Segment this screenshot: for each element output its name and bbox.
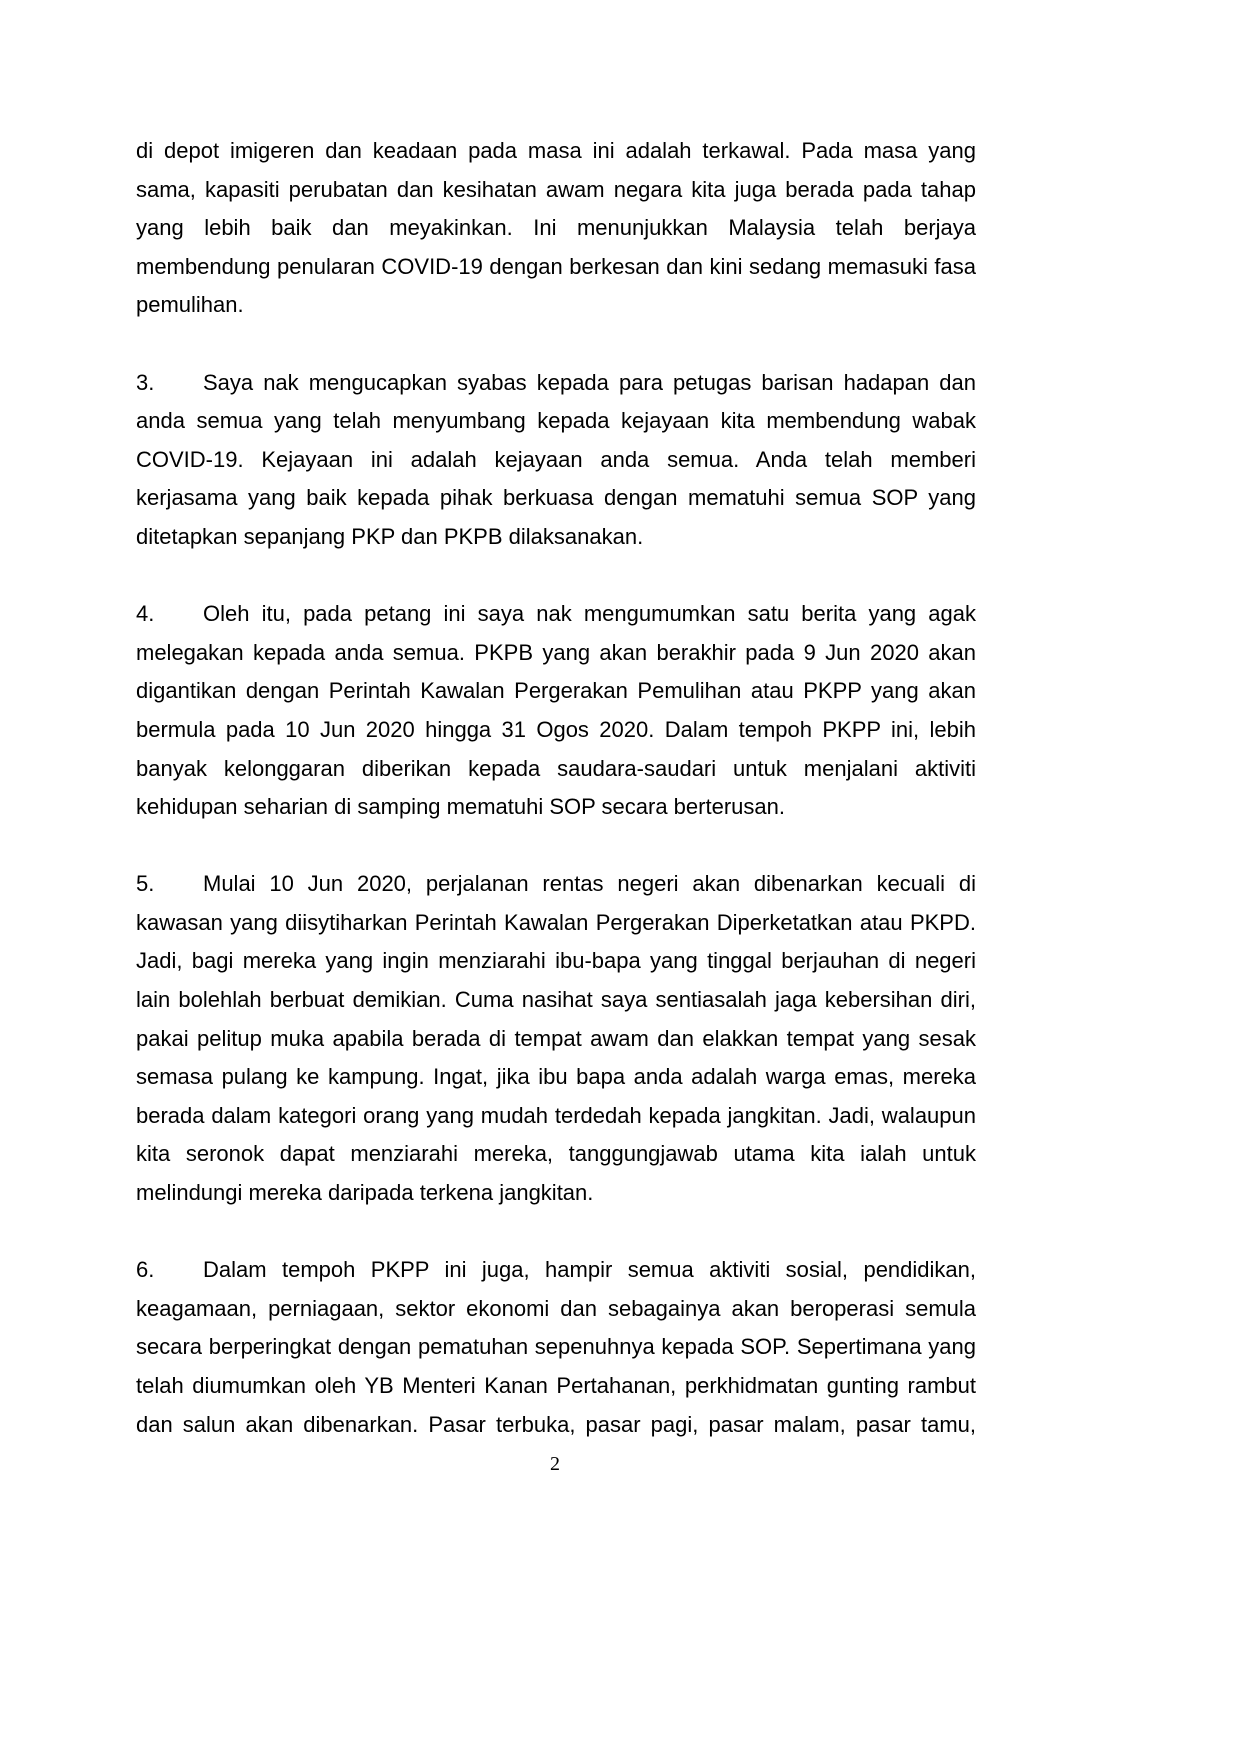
text-line: melindungi mereka daripada terkena jangkitan. <box>136 1180 594 1206</box>
text-line-content: Saya nak mengucapkan syabas kepada para petugas barisan hadapan dan <box>203 369 976 395</box>
text-line <box>136 865 976 904</box>
text-line: berada dalam kategori orang yang mudah terdedah kepada jangkitan. Jadi, walaupun <box>136 1102 976 1128</box>
text-line: pemulihan. <box>136 292 244 318</box>
text-line: keagamaan, perniagaan, sektor ekonomi dan sebagainya akan beroperasi semula <box>136 1295 976 1321</box>
text-line: telah diumumkan oleh YB Menteri Kanan Pertahanan, perkhidmatan gunting rambut <box>136 1373 976 1398</box>
paragraph-number: 5. <box>136 871 155 897</box>
text-line: kerjasama yang baik kepada pihak berkuasa dengan mematuhi semua SOP yang <box>136 485 976 511</box>
paragraph-4 <box>136 595 976 827</box>
text-line: banyak kelonggaran diberikan kepada saudara-saudari untuk menjalani aktiviti <box>136 755 976 781</box>
text-line: kita seronok dapat menziarahi mereka, tanggungjawab utama kita ialah untuk <box>136 1141 976 1167</box>
paragraph-spacer <box>136 325 976 364</box>
paragraph-spacer <box>136 1213 976 1252</box>
text-line: di depot imigeren dan keadaan pada masa ini adalah terkawal. Pada masa yang <box>136 138 976 163</box>
text-line: pakai pelitup muka apabila berada di tempat awam dan elakkan tempat yang sesak <box>136 1025 976 1051</box>
text-line: kehidupan seharian di samping mematuhi SOP secara berterusan. <box>136 794 785 820</box>
page-number: 2 <box>550 1453 560 1475</box>
text-line: semasa pulang ke kampung. Ingat, jika ibu bapa anda adalah warga emas, mereka <box>136 1064 976 1090</box>
paragraph-6 <box>136 1251 976 1444</box>
paragraph-3 <box>136 364 976 557</box>
text-line: kawasan yang diisytiharkan Perintah Kawalan Pergerakan Diperketatkan atau PKPD. <box>136 909 976 935</box>
text-line: Jadi, bagi mereka yang ingin menziarahi ibu-bapa yang tinggal berjauhan di negeri <box>136 948 976 974</box>
text-line: bermula pada 10 Jun 2020 hingga 31 Ogos 2020. Dalam tempoh PKPP ini, lebih <box>136 716 976 742</box>
text-line: yang lebih baik dan meyakinkan. Ini menunjukkan Malaysia telah berjaya <box>136 215 976 241</box>
text-line: lain bolehlah berbuat demikian. Cuma nasihat saya sentiasalah jaga kebersihan diri, <box>136 987 976 1013</box>
paragraph-number: 4. <box>136 601 155 627</box>
paragraph-number: 3. <box>136 369 155 395</box>
text-line <box>136 1251 976 1290</box>
paragraph-continuation <box>136 132 976 325</box>
paragraph-number: 6. <box>136 1257 155 1283</box>
paragraph-spacer <box>136 827 976 866</box>
text-line-content: Oleh itu, pada petang ini saya nak mengumumkan satu berita yang agak <box>203 601 976 627</box>
text-line: sama, kapasiti perubatan dan kesihatan awam negara kita juga berada pada tahap <box>136 176 976 202</box>
paragraph-5 <box>136 865 976 1212</box>
text-line-content: Mulai 10 Jun 2020, perjalanan rentas negeri akan dibenarkan kecuali di <box>203 871 976 897</box>
text-line-content: Dalam tempoh PKPP ini juga, hampir semua aktiviti sosial, pendidikan, <box>203 1257 976 1283</box>
text-line: digantikan dengan Perintah Kawalan Pergerakan Pemulihan atau PKPP yang akan <box>136 678 976 704</box>
text-line: melegakan kepada anda semua. PKPB yang akan berakhir pada 9 Jun 2020 akan <box>136 639 976 665</box>
text-line <box>136 595 976 634</box>
document-body <box>136 132 976 1444</box>
text-line: secara berperingkat dengan pematuhan sepenuhnya kepada SOP. Sepertimana yang <box>136 1334 976 1360</box>
text-line: ditetapkan sepanjang PKP dan PKPB dilaksanakan. <box>136 523 644 549</box>
text-line: dan salun akan dibenarkan. Pasar terbuka, pasar pagi, pasar malam, pasar tamu, <box>136 1411 976 1437</box>
paragraph-spacer <box>136 557 976 596</box>
text-line: anda semua yang telah menyumbang kepada kejayaan kita membendung wabak <box>136 408 976 434</box>
text-line: COVID-19. Kejayaan ini adalah kejayaan anda semua. Anda telah memberi <box>136 446 976 472</box>
text-line <box>136 364 976 403</box>
text-line: membendung penularan COVID-19 dengan berkesan dan kini sedang memasuki fasa <box>136 253 976 279</box>
